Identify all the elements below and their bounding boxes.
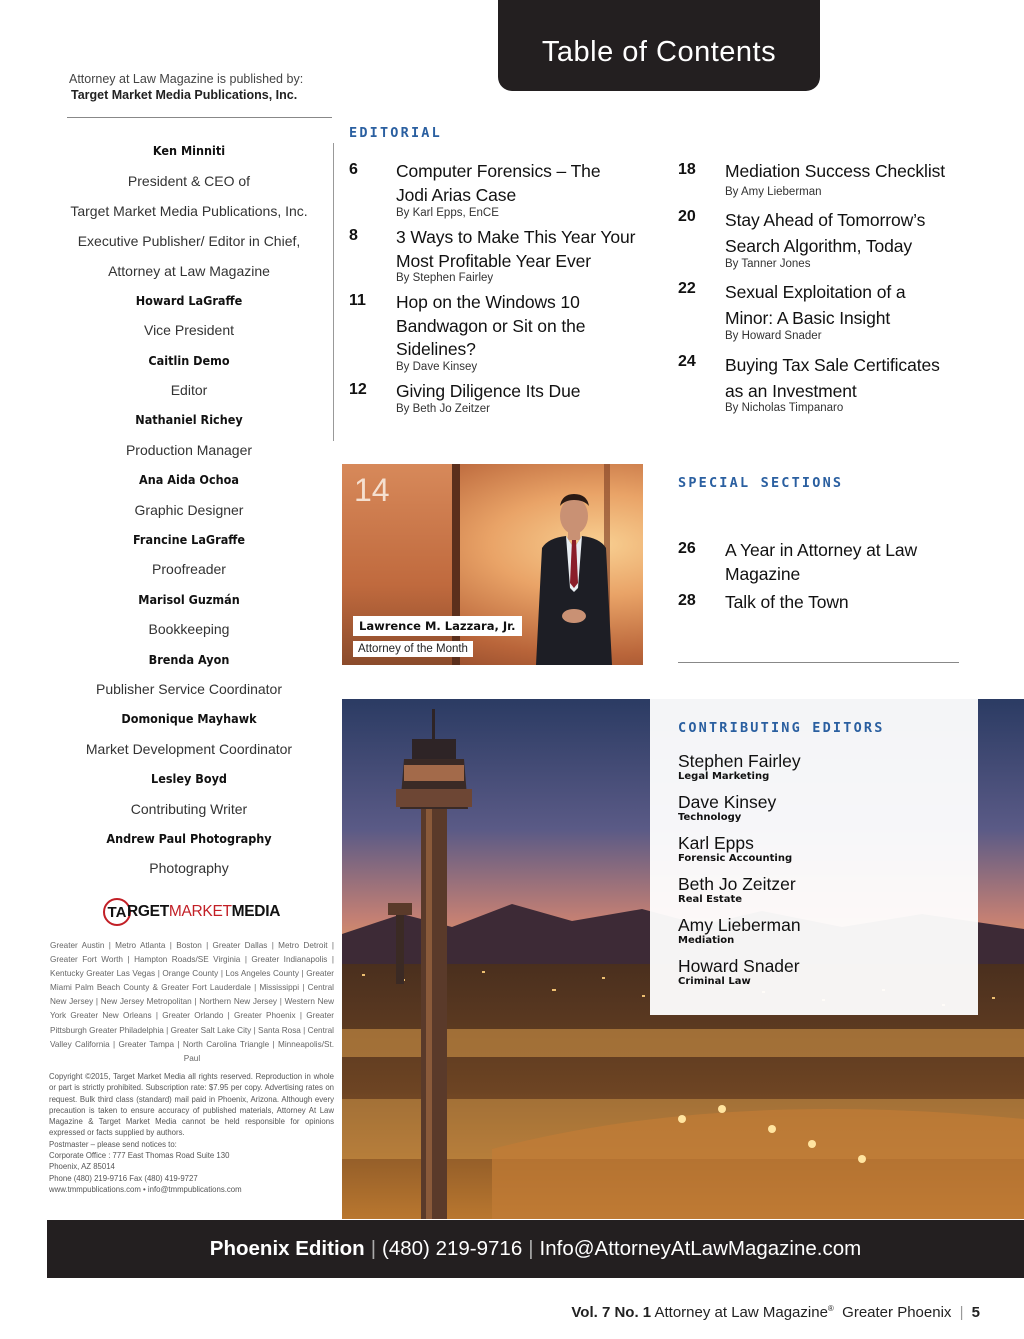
special-sections-divider [678,662,959,663]
column-divider [333,143,334,441]
editor-name: Karl Epps [678,833,754,853]
special-sections-heading: SPECIAL SECTIONS [678,475,844,491]
contributing-editor [678,751,801,783]
publisher-name: Target Market Media Publications, Inc. [71,88,298,102]
article-author: By Amy Lieberman [725,186,822,198]
editor-name: Beth Jo Zeitzer [678,874,796,894]
article-page-number: 12 [349,381,367,398]
editor-name: Amy Lieberman [678,915,801,935]
region-name: Greater Phoenix [842,1304,952,1321]
staff-name: Brenda Ayon [148,651,230,667]
publisher-line: Attorney at Law Magazine is published by: [69,72,304,86]
staff-role: Attorney at Law Magazine [108,262,270,279]
article-page-number: 8 [349,227,358,244]
editor-specialty: Forensic Accounting [678,853,793,864]
article-page-number: 20 [678,208,696,225]
target-market-media-logo [103,897,280,927]
edition-footer-bar [47,1220,1024,1278]
page-number: 5 [971,1304,980,1321]
editorial-heading: EDITORIAL [349,125,442,141]
article-title: 3 Ways to Make This Year Your Most Profitable Year Ever [396,227,636,271]
edition-name: Phoenix Edition [209,1237,365,1260]
staff-role: Production Manager [125,441,253,458]
staff-role: Vice President [143,322,234,339]
staff-name: Domonique Mayhawk [121,711,257,727]
staff-role: Editor [170,382,208,399]
left-divider [67,117,332,118]
article-title: Mediation Success Checklist [725,161,946,181]
article-title: Buying Tax Sale Certificates as an Investment [725,355,940,401]
page-number: 14 [354,472,390,508]
staff-name: Lesley Boyd [151,771,227,787]
article-title: Giving Diligence Its Due [396,381,581,401]
article-title: Talk of the Town [725,592,849,612]
attorney-of-the-month-photo[interactable] [342,464,643,665]
article-author: By Beth Jo Zeitzer [396,403,490,415]
attorney-of-month-label: Attorney of the Month [353,641,473,657]
table-of-contents-tab [498,0,820,91]
page-footer [571,1304,980,1321]
logo-wordmark: RGETMARKETMEDIA [127,903,281,920]
contributing-editors-heading: CONTRIBUTING EDITORS [678,720,885,736]
office-address: Corporate Office : 777 East Thomas Road Suite 130 [49,1151,230,1161]
footer-email-link[interactable]: Info@AttorneyAtLawMagazine.com [539,1237,862,1260]
publisher-info [69,71,303,103]
article-title: A Year in Attorney at Law Magazine [725,540,918,584]
article-page-number: 28 [678,592,696,609]
staff-name: Nathaniel Richey [135,412,243,428]
article-title: Hop on the Windows 10 Bandwagon or Sit on the Sidelines? [396,292,586,359]
editor-specialty: Mediation [678,935,735,946]
magazine-name: Attorney at Law Magazine [654,1304,828,1321]
article-page-number: 6 [349,161,358,178]
contributing-editor [678,956,800,988]
article-page-number: 22 [678,280,696,297]
separator: | [528,1237,534,1260]
staff-role: Photography [149,860,229,877]
copyright-notice [49,1071,334,1195]
article-author: By Stephen Fairley [396,272,494,284]
staff-role: Publisher Service Coordinator [96,680,282,697]
article-page-number: 18 [678,161,696,178]
article-title: Stay Ahead of Tomorrow’s Search Algorithm, Today [725,210,926,256]
attorney-name-label: Lawrence M. Lazzara, Jr. [353,616,522,636]
editor-name: Howard Snader [678,956,800,976]
city-editions-list: Greater Austin | Metro Atlanta | Boston | Greater Dallas | Metro Detroit | Greater Fort Worth | Hampton Roads/SE Virginia | Greater Indianapolis | Kentucky Greater Las Vegas | Orange County | Los Angeles County | Greater Miami Palm Beach County & Greater Fort Lauderdale | Mississippi | Central New Jersey | New Jersey Metropolitan | Northern New Jersey | Western New York Greater New Orleans | Greater Orlando | Greater Phoenix | Greater Pittsburgh Greater Philadelphia | Greater Salt Lake City | Santa Rosa | Central Valley California | Greater Tampa | North Carolina Triangle | Minneapolis/St. Paul [50,941,334,1063]
separator: | [959,1304,964,1321]
article-author: By Howard Snader [725,330,822,342]
staff-role: Proofreader [152,561,226,578]
attorney-portrait [528,488,620,665]
article-author: By Karl Epps, EnCE [396,207,499,219]
staff-role: Bookkeeping [148,621,230,638]
editor-specialty: Real Estate [678,894,743,905]
article-author: By Nicholas Timpanaro [725,402,844,414]
volume-number: Vol. 7 No. 1 [571,1304,652,1321]
footer-phone[interactable]: (480) 219-9716 [382,1237,523,1260]
contributing-editor [678,915,801,947]
editor-specialty: Technology [678,812,742,823]
editor-specialty: Criminal Law [678,976,751,987]
page-title: Table of Contents [541,36,777,68]
staff-name: Ana Aida Ochoa [139,472,239,488]
office-web: www.tmmpublications.com • info@tmmpublications.com [49,1184,242,1194]
office-phone: Phone (480) 219-9716 Fax (480) 419-9727 [49,1173,198,1183]
staff-name: Andrew Paul Photography [106,830,272,846]
contributing-editor [678,833,792,865]
staff-role: President & CEO of [127,172,251,189]
registered-mark: ® [827,1304,834,1313]
separator: | [370,1237,377,1260]
staff-name: Howard LaGraffe [135,292,243,308]
staff-role: Contributing Writer [130,800,248,817]
staff-role: Market Development Coordinator [85,740,293,757]
staff-name: Marisol Guzmán [138,591,240,607]
article-page-number: 11 [349,292,366,309]
article-title: Sexual Exploitation of a Minor: A Basic Insight [725,282,906,328]
copyright-body: Copyright ©2015, Target Market Media all rights reserved. Reproduction in whole or part is strictly prohibited. Subscription rate: $7.95 per copy. Advertising rates on request. Bulk third class (standard) mail paid in Phoenix, Arizona. Although every precaution is taken to ensure accuracy of published materials, Attorney At Law Magazine & Target Market Media cannot be held responsible for opinions expressed or facts supplied by authors. [49,1072,334,1138]
office-city: Phoenix, AZ 85014 [49,1162,115,1172]
editor-specialty: Legal Marketing [678,771,770,782]
editor-name: Dave Kinsey [678,792,777,812]
staff-name: Ken Minniti [152,143,226,159]
staff-role: Executive Publisher/ Editor in Chief, [77,232,301,249]
article-page-number: 26 [678,540,696,557]
staff-masthead [50,136,328,883]
staff-role: Graphic Designer [134,501,244,518]
contributing-editor [678,874,796,906]
staff-role: Target Market Media Publications, Inc. [70,202,308,219]
article-title: Computer Forensics – The Jodi Arias Case [396,161,601,205]
editor-name: Stephen Fairley [678,751,801,771]
postmaster-line: Postmaster – please send notices to: [49,1139,177,1149]
logo-circle-icon: TA [103,898,131,926]
article-author: By Dave Kinsey [396,361,478,373]
staff-name: Francine LaGraffe [132,532,246,548]
article-page-number: 24 [678,353,696,370]
article-author: By Tanner Jones [725,258,811,270]
contributing-editor [678,792,776,824]
staff-name: Caitlin Demo [148,352,230,368]
